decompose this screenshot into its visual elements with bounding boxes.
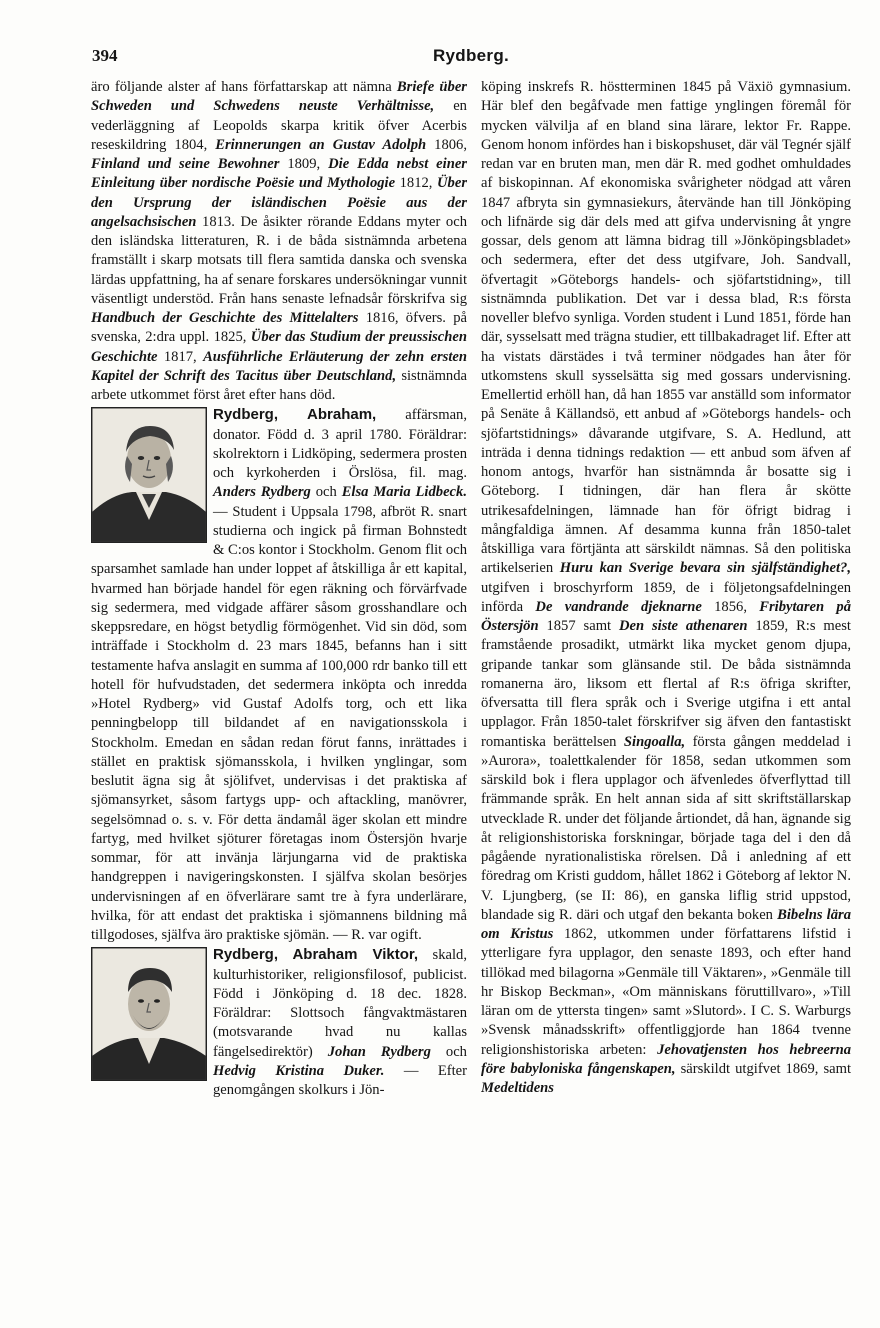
left-column	[91, 78, 467, 1268]
running-head: Rydberg.	[432, 46, 510, 65]
italic-title: Johan Rydberg	[327, 1043, 431, 1060]
entry-rydberg-viktor	[91, 945, 467, 1100]
entry-continuation	[481, 78, 851, 1098]
italic-title: Erinnerungen an Gustav Adolph	[215, 136, 427, 153]
italic-title: Elsa Maria Lidbeck.	[341, 484, 467, 501]
portrait-image	[91, 947, 207, 1081]
italic-title: Medeltidens	[481, 1080, 554, 1096]
italic-title: Anders Rydberg	[213, 484, 311, 501]
paragraph-text: äro följande alster af hans författarskap att nämna Briefe über Schweden und Schwedens neuste Verhältnisse, en vederläggning af Leopolds skarpa kritik öfver Acerbis reseskildring 1804, Erinnerungen an Gustav Adolph 1806, Finland und seine Bewohner 1809, Die Edda nebst einer Einleitung über nordische Poësie und Mythologie 1812, Über den Ursprung der isländischen Poësie aus der angelsachsischen 1813. De åsikter rörande Eddans myter och den isländska litteraturen, R. i de båda sistnämnda arbetena framställt i skarp motsats till flera samtida danska och svenska lärdas uppfattning, ha af senare forskares undersökningar vunnit väsentligt understöd. Från hans senaste lefnadsår förskrifva sig Handbuch der Geschichte des Mittelalters 1816, öfvers. på svenska, 2:dra uppl. 1825, Über das Studium der preussischen Geschichte 1817, Ausführliche Erläuterung der zehn ersten Kapitel der Schrift des Tacitus über Deutschland, sistnämnda arbete utkommet först året efter hans död.	[91, 79, 467, 403]
page-number: 394	[92, 46, 118, 65]
italic-title: Singoalla,	[623, 733, 686, 750]
italic-title: Den siste athenaren	[618, 618, 748, 634]
italic-title: Jehovatjensten hos hebreerna före babyloniska fångenskapen,	[481, 1041, 851, 1077]
italic-title: Huru kan Sverige bevara sin själfständighet?,	[559, 560, 851, 577]
paragraph-text: affärsman, donator. Född d. 3 april 1780. Föräldrar: skolrektorn i Lidköping, sedermera prosten och kyrkoherden i Örslösa, fil. mag. Anders Rydberg och Elsa Maria Lidbeck. — Student i Uppsala 1798, afbröt R. snart studierna och ingick på firman Bohnstedt & C:os kontor i Stockholm. Genom flit och sparsamhet samlade han under loppet af åtskilliga år ett kapital, hvarmed han började handel för egen räkning och förvärfvade sig sedermera, med vidgade affärer såsom grosshandlare och skeppsredare, en högst betydlig förmögenhet. Vid sin död, som inträffade i Stockholm d. 23 mars 1845, befanns han i sitt testamente hafva anslagit en summa af 100,000 rdr banko till ett hotell för hufvudstaden, det sedermera inköpta och inredda »Hotel Rydberg» vid Gustaf Adolfs torg, och ett lika penningbelopp till bildandet af en navigationsskola i Stockholm. Emedan en sådan redan förut fanns, inrättades i stället en praktisk sjömansskola, i hvilken ynglingar, som beslutit ägna sig åt sjölifvet, undervisas i det praktiska af sjömansyrket, såsom fartygs upp- och aftackling, manövrer, segelsömnad o. s. v. För detta ändamål äger skolan ett mindre fartyg, med hvilket sjöturer företagas inom Östersjön hvarje sommar, för att invänja lärjungarna vid de praktiska handgreppen i navigeringskonsten. I själfva skolan besörjes undervisningen af en öfverlärare samt tre à fyra underlärare, hvilka, för att endast det praktiska i sjömannens bildning må tillgodoses, själfva äro praktiske sjömän. — R. var ogift.	[91, 407, 467, 943]
italic-title: Handbuch der Geschichte des Mittelalters	[91, 310, 359, 326]
entry-rydberg-abraham	[91, 405, 467, 945]
italic-title: Über den Ursprung der isländischen Poësie aus der angelsachsischen	[91, 175, 467, 230]
entry-lemma: Rydberg, Abraham Viktor,	[213, 946, 419, 964]
italic-title: Die Edda nebst einer Einleitung über nordische Poësie und Mythologie	[91, 156, 467, 192]
italic-title: Ausführliche Erläuterung der zehn ersten Kapitel der Schrift des Tacitus über Deutschland,	[91, 348, 467, 384]
paragraph-text: skald, kulturhistoriker, religionsfilosof, publicist. Född i Jönköping d. 18 dec. 1828. Föräldrar: Slottsoch fångvaktmästaren (motsvarande hvad nu kallas fängelsedirektör) Johan Rydberg och Hedvig Kristina Duker. — Efter genomgången skolkurs i Jön-	[213, 947, 467, 1098]
italic-title: Briefe über Schweden und Schwedens neuste Verhältnisse,	[91, 79, 467, 115]
entry-lemma: Rydberg, Abraham,	[213, 406, 377, 424]
portrait-image	[91, 407, 207, 543]
italic-title: Bibelns lära om Kristus	[481, 906, 851, 942]
paragraph-text: köping inskrefs R. höstterminen 1845 på Växiö gymnasium. Här blef den begåfvade men fattige ynglingen föremål för mycken välvilja af en bland sina lärare, lektor Fr. Rappe. Genom honom infördes han i biskopshuset, där väl Tegnér själf redan var en bruten man, men där R. med godhet omhuldades af biskopinnan. Af ekonomiska svårigheter nödgad att våren 1847 afbryta sin gymnasiekurs, återvände han till Jönköping och lifnärde sig där dels med att gifva undervisning åt yngre gossar, dels genom att lämna bidrag till »Jönköpingsbladet» och sedermera, efter det dess utgifvare, Joh. Sandvall, öfvertagit »Göteborgs handels- och sjöfartstidning», till sistnämnda publikation. Det var i dessa blad, R:s första noveller blefvo synliga. Vorden student i Lund 1851, förde han där, sysselsatt med trägna studier, ett tillbakadraget lif. Efter att ha vistats därstädes i två terminer nödgades han åter för utkomstens skull sysselsätta sig med gossars undervisning. Emellertid erhöll han, då han 1855 var anställd som informator på Senäte å Källandsö, ett anbud af »Göteborgs handels- och sjöfartstidnings» dåvarande utgifvare, S. A. Hedlund, att inträda i denna tidnings redaktion — ett anbud som äfven af honom antogs, hvarför han sistnämnda år bosatte sig i Göteborg. I tidningen, där han flera år skötte utrikesafdelningen, lämnade han för öfrigt bidrag i mångfaldiga ämnen. Af desamma kunna från 1850-talet åtskilliga vara förtjänta att särskildt nämnas. Så den politiska artikelserien Huru kan Sverige bevara sin själfständighet?, utgifven i broschyrform 1859, de i följetongsafdelningen införda De vandrande djeknarne 1856, Fribytaren på Östersjön 1857 samt Den siste athenaren 1859, R:s mest framstående prosadikt, utmärkt lika mycket genom djupa, gripande tankar som glänsande stil. De båda sistnämnda romanerna äro, liksom ett flertal af R:s öfriga skrifter, öfversatta till flera språk och i Sverige utgifna i ett antal upplagor. Från 1850-talet förskrifver sig äfven den fantastiskt romantiska berättelsen Singoalla, första gången meddelad i »Aurora», toalettkalender för 1858, sedan utkommen som särskild bok i flera upplagor och äfvenledes öfverflyttad till främmande språk. En helt annan sida af sitt skriftställarskap utvecklade R. under det följande årtiondet, då han, ägnande sig åt religionshistoriska forskningar, började taga del i den då pågående nyrationalistiska rörelsen. Då i anledning af ett föredrag om Kristi guddom, hållet 1862 i Göteborg af lektor N. V. Ljungberg, (se II: 86), en ganska liflig strid uppstod, blandade sig R. däri och utgaf den bekanta boken Bibelns lära om Kristus 1862, utkommen under författarens lifstid i ytterligare fyra upplagor, den senaste 1893, och efter hand tillökad med bilagorna »Genmäle till Väktaren», »Genmäle till hr Biskop Beckman», «Om människans föruttillvaro», »Till läran om de yttersta tingen» samt »Slutord». I C. S. Warburgs »Svensk månadsskrift» offentliggjorde han 1864 tvenne religionshistoriska arbeten: Jehovatjensten hos hebreerna före babyloniska fångenskapen, särskildt utgifvet 1869, samt Medeltidens	[481, 79, 851, 1096]
italic-title: Fribytaren på Östersjön	[481, 598, 851, 634]
italic-title: Finland und seine Bewohner	[91, 156, 280, 172]
page-header	[92, 46, 850, 70]
right-column	[481, 78, 851, 1268]
italic-title: De vandrande djeknarne	[535, 598, 702, 615]
italic-title: Über das Studium der preussischen Geschichte	[91, 329, 467, 365]
italic-title: Hedvig Kristina Duker.	[213, 1062, 385, 1079]
entry-continuation	[91, 78, 467, 405]
